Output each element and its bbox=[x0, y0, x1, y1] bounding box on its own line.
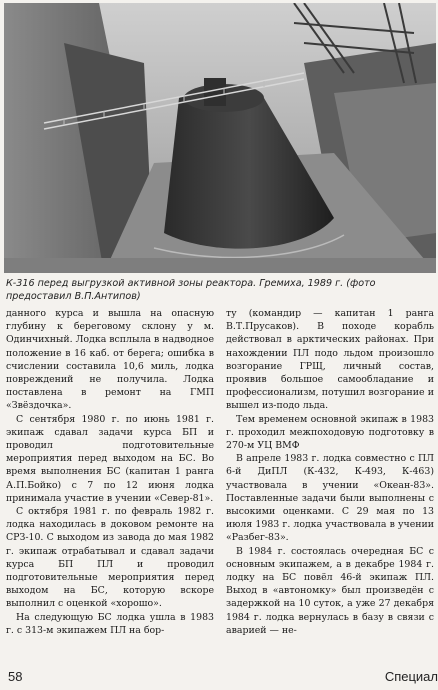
paragraph: С сентября 1980 г. по июнь 1981 г. экипаж сдавал задачи курса БП и проводил подготовительные мероприятия перед выходом на БС. Во время выполнения БС (капитан 1 ранга А.П.Бойко) с 7 по 12 июня лодка принимала участие в учении «Север-81». bbox=[6, 413, 214, 504]
paragraph: В апреле 1983 г. лодка совместно с ПЛ 6-й ДиПЛ (К-432, К-493, К-463) участвовала в учении «Океан-83». Поставленные задачи были выполнены с высокими оценками. С 29 мая по 13 июля 1983 г. лодка участвовала в учении «Разбег-83». bbox=[226, 453, 434, 544]
text-column-right bbox=[226, 307, 434, 637]
submarine-in-drydock-illustration bbox=[4, 3, 436, 273]
submarine-photo bbox=[4, 3, 436, 273]
paragraph: В 1984 г. состоялась очередная БС с основным экипажем, а в декабре 1984 г. лодку на БС повёл 46-й экипаж ПЛ. Выход в «автономку» был произведён с задержкой на 10 суток, а уже 27 декабря 1984 г. лодка вернулась в базу в связи с аварией — не- bbox=[226, 545, 434, 636]
paragraph: С октября 1981 г. по февраль 1982 г. лодка находилась в доковом ремонте на СРЗ-10. С выходом из завода до мая 1982 г. экипаж отрабатывал и сдавал задачи курса БП ПЛ и проводил подготовительные мероприятия перед выходом на БС, которую вскоре выполнил с оценкой «хорошо». bbox=[6, 506, 214, 610]
photo-caption: К-316 перед выгрузкой активной зоны реактора. Гремиха, 1989 г. (фото предоставил В.П.Антипов) bbox=[6, 278, 376, 302]
paragraph: Тем временем основной экипаж в 1983 г. проходил межпоходовую подготовку в 270-м УЦ ВМФ bbox=[226, 413, 434, 452]
paragraph: На следующую БС лодка ушла в 1983 г. с 313-м экипажем ПЛ на бор- bbox=[6, 611, 214, 636]
paragraph: данного курса и вышла на опасную глубину к береговому склону у м. Одинчихный. Лодка всплыла в надводное положение в 16 каб. от берега; ошибка в счислении составила 10,6 миль, лодка повреждений не получила. Лодка поставлена в ремонт на ГМП «Звёздочка». bbox=[6, 308, 214, 412]
paragraph: ту (командир — капитан 1 ранга В.Т.Прусаков). В походе корабль действовал в арктических районах. При нахождении ПЛ подо льдом произошло возгорание ГРЩ, личный состав, проявив большое самообладание и профессионализм, потушил возгорание и вышел из-подо льда. bbox=[226, 308, 434, 412]
footer-section-label: Специал bbox=[384, 669, 438, 684]
page-number: 58 bbox=[8, 669, 23, 684]
text-column-left bbox=[6, 307, 214, 637]
